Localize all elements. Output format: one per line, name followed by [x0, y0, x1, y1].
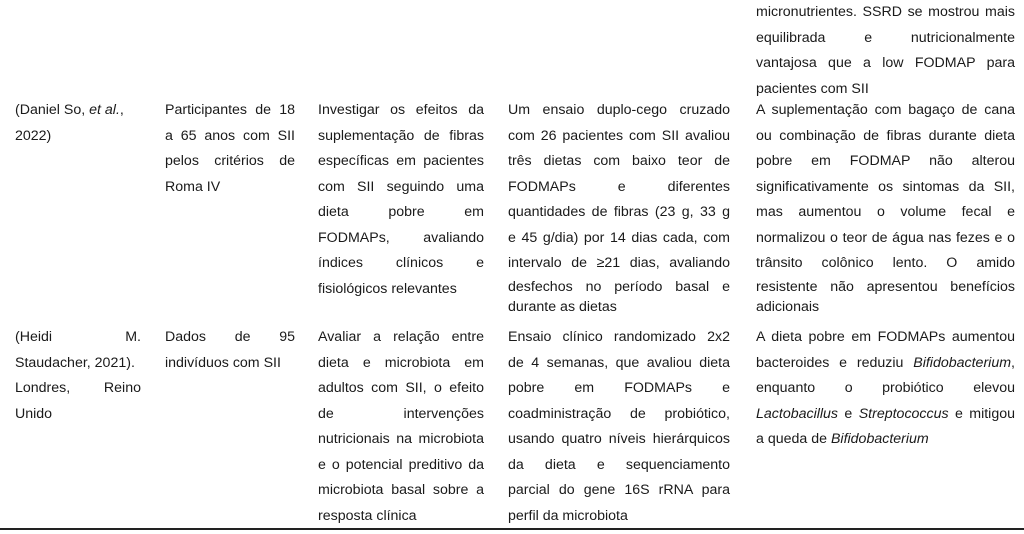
table-bottom-rule [0, 528, 1024, 530]
text-line: normalizou o teor de água nas fezes e o [756, 229, 1015, 246]
staudacher-2021-method-cell [508, 325, 730, 529]
text-line: A dieta pobre em FODMAPs aumentou [756, 329, 1015, 345]
so-2022-results-cell [756, 98, 1015, 317]
text-line: Um ensaio duplo-cego cruzado [508, 102, 730, 118]
staudacher-2021-participants-cell [165, 325, 295, 376]
text-line: A suplementação com bagaço de cana [756, 102, 1015, 118]
text-line: mas aumentou o volume fecal e [756, 204, 1015, 220]
staudacher-2021-results-cell [756, 325, 1015, 453]
text-line: suplementação de fibras [318, 127, 484, 144]
text-line: com SII seguindo uma [318, 178, 484, 195]
text-line: fisiológicos relevantes [318, 280, 457, 297]
text-line: pacientes com SII [756, 80, 869, 97]
text-line: indivíduos com SII [165, 354, 281, 371]
text-line: trânsito colônico lento. O amido [756, 255, 1015, 271]
text-line: significativamente os sintomas da SII, [756, 178, 1015, 195]
text-line: Investigar os efeitos da [318, 102, 484, 118]
so-2022-objective-cell [318, 98, 484, 302]
text-line: Staudacher, 2021). [15, 354, 135, 371]
text-line: vantajosa que a low FODMAP para [756, 55, 1015, 71]
text-line: desfechos no período basal e [508, 278, 730, 295]
text-line: três dietas com baixo teor de [508, 153, 730, 169]
text-line: adicionais [756, 298, 820, 315]
staudacher-2021-author-cell [15, 325, 141, 427]
text-line: e 45 g/dia) por 14 dias cada, com [508, 229, 730, 246]
text-line: Londres, Reino [15, 380, 141, 396]
top-row-results-cell [756, 0, 1015, 102]
text-line: FODMAPs e diferentes [508, 178, 730, 195]
text-line: (Heidi M. [15, 329, 141, 345]
author-line: 2022) [15, 127, 52, 144]
text-line: pobre em FODMAPs e [508, 380, 730, 396]
text-line: e o potencial preditivo da [318, 456, 484, 473]
text-line: perfil da microbiota [508, 507, 628, 524]
text-line: resistente não apresentou benefícios [756, 278, 1015, 295]
text-line: coadministração de probiótico, [508, 405, 730, 422]
text-line: nutricionais na microbiota [318, 431, 484, 447]
text-line: FODMAPs, avaliando [318, 229, 484, 246]
staudacher-2021-objective-cell [318, 325, 484, 529]
text-line: da dieta e sequenciamento [508, 456, 730, 473]
text-line: resposta clínica [318, 507, 417, 524]
text-line: usando quatro níveis hierárquicos [508, 431, 730, 447]
text-line: a 65 anos com SII [165, 127, 295, 144]
text-line: enquanto o probiótico elevou [756, 380, 1015, 396]
text-line: durante as dietas [508, 298, 617, 315]
text-line: Unido [15, 405, 53, 422]
text-line: ou combinação de fibras durante dieta [756, 127, 1015, 144]
text-line: bacteroides e reduziu Bifidobacterium, [756, 354, 1015, 371]
text-line: dieta pobre em [318, 204, 484, 220]
text-line: pobre em FODMAP não alterou [756, 153, 1015, 169]
text-line: Ensaio clínico randomizado 2x2 [508, 329, 730, 345]
text-line: equilibrada e nutricionalmente [756, 29, 1015, 46]
text-line: micronutrientes. SSRD se mostrou mais [756, 4, 1015, 20]
text-line: adultos com SII, o efeito [318, 380, 484, 396]
text-line: específicas em pacientes [318, 153, 484, 169]
text-line: a queda de Bifidobacterium [756, 431, 929, 447]
text-line: intervalo de ≥21 dias, avaliando [508, 255, 730, 271]
text-line: Avaliar a relação entre [318, 329, 484, 345]
text-line: índices clínicos e [318, 255, 484, 271]
text-line: com 26 pacientes com SII avaliou [508, 127, 730, 144]
text-line: Dados de 95 [165, 329, 295, 345]
text-line: Participantes de 18 [165, 102, 295, 118]
text-line: de 4 semanas, que avaliou dieta [508, 354, 730, 371]
text-line: quantidades de fibras (23 g, 33 g [508, 204, 730, 220]
text-line: Lactobacillus e Streptococcus e mitigou [756, 405, 1016, 422]
text-line: dieta e microbiota em [318, 354, 484, 371]
text-line: de intervenções [318, 405, 484, 422]
so-2022-participants-cell [165, 98, 295, 200]
author-line: (Daniel So, et al., [15, 102, 124, 118]
text-line: parcial do gene 16S rRNA para [508, 482, 730, 498]
so-2022-method-cell [508, 98, 730, 317]
so-2022-author-cell [15, 98, 141, 149]
text-line: microbiota basal sobre a [318, 482, 484, 498]
text-line: Roma IV [165, 178, 221, 195]
text-line: pelos critérios de [165, 153, 295, 169]
